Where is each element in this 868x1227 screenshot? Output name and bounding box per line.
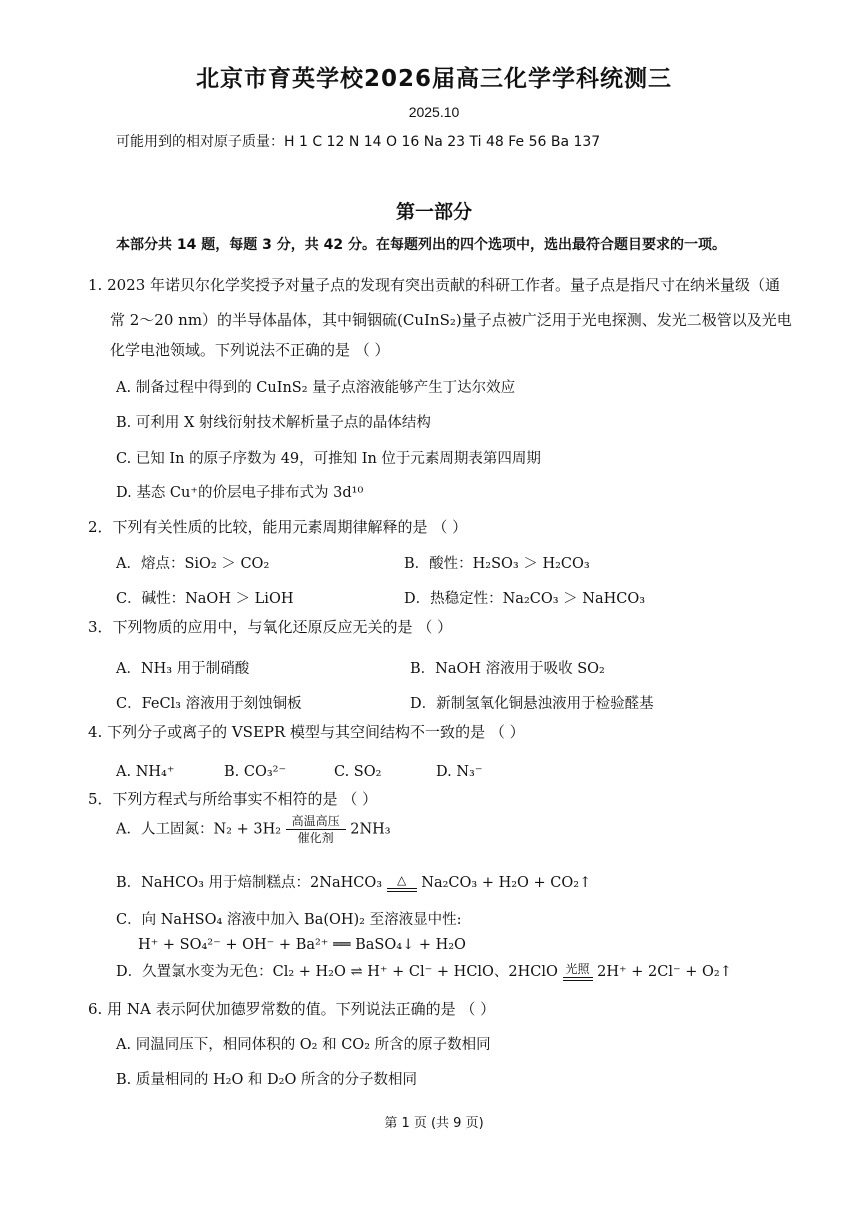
q5-a-products: 2NH₃ (350, 821, 391, 838)
q6-option-b: B. 质量相同的 H₂O 和 D₂O 所含的分子数相同 (116, 1072, 417, 1088)
q5-a-reactants: A．人工固氮：N₂ + 3H₂ (116, 821, 282, 838)
q5-d-products: 2H⁺ + 2Cl⁻ + O₂↑ (597, 964, 732, 980)
q6-stem: 6. 用 NA 表示阿伏加德罗常数的值。下列说法正确的是 （ ） (88, 1000, 496, 1018)
page-footer: 第 1 页 (共 9 页) (384, 1116, 484, 1131)
q4-stem: 4. 下列分子或离子的 VSEPR 模型与其空间结构不一致的是 （ ） (88, 723, 525, 741)
q3-stem: 3．下列物质的应用中，与氧化还原反应无关的是 （ ） (88, 618, 453, 636)
q5-d-reactants: D．久置氯水变为无色：Cl₂ + H₂O ⇌ H⁺ + Cl⁻ + HClO、2HClO (116, 964, 558, 980)
q5-option-c-line1: C．向 NaHSO₄ 溶液中加入 Ba(OH)₂ 至溶液显中性: (116, 912, 462, 928)
q6-option-a: A. 同温同压下，相同体积的 O₂ 和 CO₂ 所含的原子数相同 (116, 1037, 491, 1053)
q5-option-c-line2: H⁺ + SO₄²⁻ + OH⁻ + Ba²⁺ ══ BaSO₄↓ + H₂O (138, 937, 466, 953)
q4-option-d: D. N₃⁻ (436, 764, 483, 780)
q5-b-products: Na₂CO₃ + H₂O + CO₂↑ (421, 875, 592, 891)
q5-stem: 5．下列方程式与所给事实不相符的是 （ ） (88, 790, 378, 808)
q1-option-d: D. 基态 Cu⁺的价层电子排布式为 3d¹⁰ (116, 485, 364, 501)
q5-option-b (116, 873, 591, 893)
part-intro: 本部分共 14 题，每题 3 分，共 42 分。在每题列出的四个选项中，选出最符合题目要求的一项。 (116, 237, 726, 253)
q5-a-condition-top: 高温高压 (291, 814, 340, 828)
q4-option-a: A. NH₄⁺ (116, 764, 175, 780)
q3-option-b: B．NaOH 溶液用于吸收 SO₂ (410, 661, 605, 677)
q3-option-c: C．FeCl₃ 溶液用于刻蚀铜板 (116, 696, 302, 712)
q1-stem-line3: 化学电池领域。下列说法不正确的是 （ ） (110, 341, 390, 359)
q5-b-condition-top: △ (397, 873, 407, 887)
q3-option-a: A．NH₃ 用于制硝酸 (116, 661, 250, 677)
q1-option-a: A. 制备过程中得到的 CuInS₂ 量子点溶液能够产生丁达尔效应 (116, 380, 516, 396)
page-title: 北京市育英学校2026届高三化学学科统测三 (195, 66, 672, 92)
q5-option-a (116, 814, 391, 845)
q2-option-b: B．酸性：H₂SO₃ ＞ H₂CO₃ (404, 556, 590, 572)
q5-d-condition-top: 光照 (565, 962, 590, 976)
q1-option-b: B. 可利用 X 射线衍射技术解析量子点的晶体结构 (116, 415, 431, 431)
q2-option-a: A．熔点：SiO₂ ＞ CO₂ (116, 556, 270, 572)
q5-a-condition-arrow (286, 814, 346, 845)
q2-option-c: C．碱性：NaOH ＞ LiOH (116, 591, 294, 607)
q5-b-reactants: B．NaHCO₃ 用于焙制糕点：2NaHCO₃ (116, 875, 383, 891)
q3-option-d: D．新制氢氧化铜悬浊液用于检验醛基 (410, 696, 654, 712)
q5-b-condition-arrow (387, 873, 417, 893)
q5-option-d (116, 962, 732, 982)
q4-option-c: C. SO₂ (334, 764, 382, 780)
q5-d-condition-arrow (563, 962, 593, 982)
atomic-mass-line: 可能用到的相对原子质量：H 1 C 12 N 14 O 16 Na 23 Ti 48 Fe 56 Ba 137 (116, 134, 601, 150)
q2-stem: 2．下列有关性质的比较，能用元素周期律解释的是 （ ） (88, 518, 468, 536)
part-title: 第一部分 (395, 201, 472, 223)
q1-stem-line2: 常 2～20 nm）的半导体晶体，其中铜铟硫(CuInS₂)量子点被广泛用于光电探测、发光二极管以及光电 (110, 311, 792, 329)
q1-option-c: C. 已知 In 的原子序数为 49，可推知 In 位于元素周期表第四周期 (116, 451, 541, 467)
q5-a-condition-bottom: 催化剂 (297, 831, 334, 845)
q4-option-b: B. CO₃²⁻ (224, 764, 287, 780)
q2-option-d: D．热稳定性：Na₂CO₃ ＞ NaHCO₃ (404, 591, 646, 607)
exam-date: 2025.10 (408, 104, 460, 120)
q1-stem-line1: 1. 2023 年诺贝尔化学奖授予对量子点的发现有突出贡献的科研工作者。量子点是指尺寸在纳米量级（通 (88, 276, 781, 294)
